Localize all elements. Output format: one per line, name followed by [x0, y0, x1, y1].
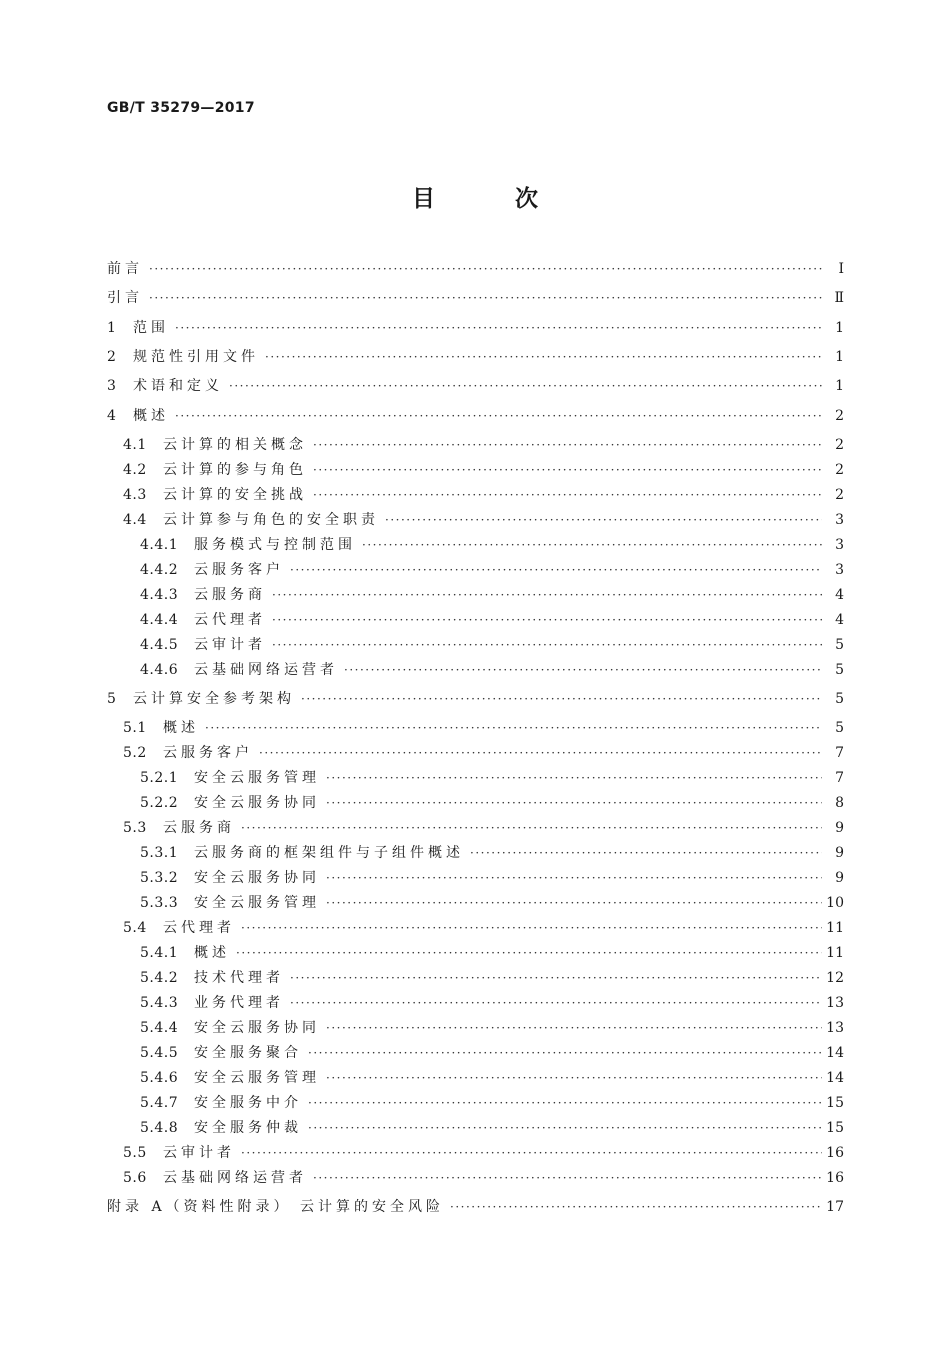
toc-page-number: 11: [826, 945, 844, 961]
toc-entry-title: 安全云服务协同: [194, 1020, 320, 1036]
toc-leader-dots: [326, 867, 822, 889]
toc-entry-title: 安全云服务管理: [194, 895, 320, 911]
toc-entry-number: 4.4.2: [140, 562, 179, 578]
toc-leader-dots: [265, 346, 822, 368]
toc-leader-dots: [241, 817, 822, 839]
toc-entry-title: 云审计者: [194, 637, 266, 653]
toc-entry[interactable]: [107, 742, 844, 764]
toc-entry-number: 5.4.6: [140, 1070, 179, 1086]
toc-entry-number: 5.2.1: [140, 770, 179, 786]
toc-entry-title: 云基础网络运营者: [163, 1170, 307, 1186]
toc-entry[interactable]: [107, 258, 844, 280]
toc-entry-title: 云服务商: [194, 587, 266, 603]
toc-entry-title: 云计算的安全挑战: [163, 487, 307, 503]
toc-entry-number: 4.4.1: [140, 537, 179, 553]
toc-page-number: 4: [835, 612, 844, 628]
toc-page-number: Ⅰ: [838, 261, 844, 277]
toc-entry[interactable]: [107, 817, 844, 839]
toc-entry-title: 云服务客户: [194, 562, 284, 578]
toc-entry[interactable]: [107, 375, 844, 397]
toc-entry-number: 5.4: [123, 920, 147, 936]
toc-leader-dots: [313, 484, 822, 506]
toc-leader-dots: [236, 942, 822, 964]
toc-entry[interactable]: [107, 688, 844, 710]
toc-entry-title: 云审计者: [163, 1145, 235, 1161]
toc-entry-number: 4.2: [123, 462, 147, 478]
toc-entry-number: 5.4.2: [140, 970, 179, 986]
toc-page-number: 7: [835, 770, 844, 786]
toc-leader-dots: [326, 1067, 822, 1089]
toc-entry-number: 4.1: [123, 437, 147, 453]
toc-entry[interactable]: [107, 405, 844, 427]
toc-entry-number: 5: [107, 691, 117, 707]
toc-leader-dots: [259, 742, 822, 764]
toc-entry-title: 安全服务聚合: [194, 1045, 302, 1061]
toc-entry-number: 5.2.2: [140, 795, 179, 811]
toc-leader-dots: [326, 792, 822, 814]
toc-entry[interactable]: [107, 609, 844, 631]
toc-entry-title: 云计算参与角色的安全职责: [163, 512, 379, 528]
toc-entry-number: 5.6: [123, 1170, 147, 1186]
toc-page-number: 9: [835, 820, 844, 836]
toc-entry[interactable]: [107, 717, 844, 739]
toc-page-number: 5: [835, 662, 844, 678]
toc-entry-title: 云服务商的框架组件与子组件概述: [194, 845, 464, 861]
toc-entry-number: 5.2: [123, 745, 147, 761]
toc-entry-title: 前言: [107, 261, 143, 277]
toc-page-number: 8: [835, 795, 844, 811]
toc-entry[interactable]: [107, 459, 844, 481]
toc-entry-title: 云代理者: [163, 920, 235, 936]
toc-page-number: 14: [826, 1070, 844, 1086]
toc-entry[interactable]: [107, 509, 844, 531]
toc-entry-number: 5.5: [123, 1145, 147, 1161]
toc-page-number: 3: [835, 562, 844, 578]
toc-page-number: 5: [835, 691, 844, 707]
toc-entry[interactable]: [107, 1167, 844, 1189]
toc-page-number: 2: [835, 408, 844, 424]
toc-entry[interactable]: [107, 584, 844, 606]
toc-entry-title: 安全服务仲裁: [194, 1120, 302, 1136]
toc-page-number: 12: [826, 970, 844, 986]
toc-entry[interactable]: [107, 1017, 844, 1039]
toc-entry-title: 云计算的参与角色: [163, 462, 307, 478]
toc-leader-dots: [241, 1142, 822, 1164]
toc-leader-dots: [301, 688, 822, 710]
toc-entry-title: 规范性引用文件: [133, 349, 259, 365]
toc-entry-title: 安全云服务协同: [194, 870, 320, 886]
toc-entry-number: 5.1: [123, 720, 147, 736]
toc-entry-title: 云服务客户: [163, 745, 253, 761]
toc-entry-title: 云计算安全参考架构: [133, 691, 295, 707]
toc-leader-dots: [175, 317, 822, 339]
toc-leader-dots: [313, 1167, 822, 1189]
toc-entry-title: 云计算的相关概念: [163, 437, 307, 453]
toc-entry[interactable]: [107, 842, 844, 864]
toc-entry-title: 附录 A（资料性附录） 云计算的安全风险: [107, 1199, 445, 1215]
toc-entry-title: 业务代理者: [194, 995, 284, 1011]
toc-entry[interactable]: [107, 1117, 844, 1139]
toc-entry-number: 5.3: [123, 820, 147, 836]
toc-page-number: 13: [826, 1020, 844, 1036]
toc-leader-dots: [450, 1196, 822, 1218]
toc-entry-title: 安全云服务协同: [194, 795, 320, 811]
toc-entry-number: 5.4.3: [140, 995, 179, 1011]
toc-entry-number: 5.4.4: [140, 1020, 179, 1036]
toc-page-number: 1: [835, 378, 844, 394]
toc-entry[interactable]: [107, 992, 844, 1014]
toc-leader-dots: [326, 892, 822, 914]
toc-entry-title: 云基础网络运营者: [194, 662, 338, 678]
toc-leader-dots: [313, 459, 822, 481]
toc-leader-dots: [385, 509, 822, 531]
toc-leader-dots: [272, 609, 822, 631]
toc-entry[interactable]: [107, 484, 844, 506]
toc-entry-number: 4.4: [123, 512, 147, 528]
toc-leader-dots: [272, 584, 822, 606]
toc-leader-dots: [308, 1117, 822, 1139]
toc-entry-number: 5.4.1: [140, 945, 179, 961]
toc-entry-number: 4.4.6: [140, 662, 179, 678]
toc-page-number: 17: [826, 1199, 844, 1215]
toc-entry[interactable]: [107, 659, 844, 681]
toc-entry-number: 4.4.4: [140, 612, 179, 628]
toc-page-number: 15: [826, 1095, 844, 1111]
toc-entry-number: 4.3: [123, 487, 147, 503]
toc-leader-dots: [290, 992, 822, 1014]
toc-entry[interactable]: [107, 534, 844, 556]
toc-entry-number: 3: [107, 378, 117, 394]
toc-leader-dots: [308, 1042, 822, 1064]
toc-leader-dots: [205, 717, 822, 739]
toc-page-number: 13: [826, 995, 844, 1011]
toc-page-number: 15: [826, 1120, 844, 1136]
toc-leader-dots: [326, 767, 822, 789]
toc-entry[interactable]: [107, 559, 844, 581]
toc-leader-dots: [241, 917, 822, 939]
toc-entry-title: 技术代理者: [194, 970, 284, 986]
toc-leader-dots: [290, 967, 822, 989]
toc-entry[interactable]: [107, 287, 844, 309]
toc-entry[interactable]: [107, 434, 844, 456]
standard-code: GB/T 35279—2017: [107, 100, 255, 116]
toc-entry[interactable]: [107, 1196, 844, 1218]
toc-page-number: 9: [835, 870, 844, 886]
toc-leader-dots: [308, 1092, 822, 1114]
toc-entry-title: 安全云服务管理: [194, 1070, 320, 1086]
toc-leader-dots: [149, 258, 822, 280]
toc-entry[interactable]: [107, 1092, 844, 1114]
toc-entry-number: 5.3.2: [140, 870, 179, 886]
toc-entry[interactable]: [107, 867, 844, 889]
toc-entry-number: 5.4.7: [140, 1095, 179, 1111]
toc-page-number: Ⅱ: [834, 290, 844, 306]
toc-page-number: 2: [835, 487, 844, 503]
toc-entry-title: 服务模式与控制范围: [194, 537, 356, 553]
toc-leader-dots: [344, 659, 822, 681]
toc-entry-number: 1: [107, 320, 117, 336]
toc-entry-number: 4: [107, 408, 117, 424]
toc-leader-dots: [313, 434, 822, 456]
toc-leader-dots: [470, 842, 822, 864]
toc-entry[interactable]: [107, 917, 844, 939]
toc-entry[interactable]: [107, 967, 844, 989]
toc-entry[interactable]: [107, 317, 844, 339]
toc-page-number: 2: [835, 437, 844, 453]
toc-entry[interactable]: [107, 346, 844, 368]
toc-entry[interactable]: [107, 892, 844, 914]
toc-leader-dots: [290, 559, 822, 581]
toc-page-number: 11: [826, 920, 844, 936]
toc-page-number: 4: [835, 587, 844, 603]
toc-entry[interactable]: [107, 634, 844, 656]
toc-entry-number: 5.3.3: [140, 895, 179, 911]
toc-leader-dots: [229, 375, 822, 397]
toc-entry[interactable]: [107, 942, 844, 964]
toc-entry-number: 5.4.5: [140, 1045, 179, 1061]
toc-leader-dots: [175, 405, 822, 427]
toc-entry-number: 4.4.3: [140, 587, 179, 603]
toc-page-number: 1: [835, 320, 844, 336]
toc-entry-number: 5.4.8: [140, 1120, 179, 1136]
toc-page-number: 5: [835, 637, 844, 653]
toc-entry-title: 云服务商: [163, 820, 235, 836]
toc-page-number: 9: [835, 845, 844, 861]
toc-entry-number: 5.3.1: [140, 845, 179, 861]
toc-entry-title: 云代理者: [194, 612, 266, 628]
page-title: 目 次: [411, 186, 574, 212]
toc-entry-title: 概述: [163, 720, 199, 736]
toc-page-number: 3: [835, 537, 844, 553]
toc-entry-title: 引言: [107, 290, 143, 306]
toc-entry[interactable]: [107, 1142, 844, 1164]
toc-page-number: 5: [835, 720, 844, 736]
toc-page-number: 3: [835, 512, 844, 528]
toc-page-number: 10: [826, 895, 844, 911]
toc-entry-number: 4.4.5: [140, 637, 179, 653]
toc-entry[interactable]: [107, 767, 844, 789]
toc-entry[interactable]: [107, 1042, 844, 1064]
toc-entry-title: 范围: [133, 320, 169, 336]
toc-entry-title: 概述: [133, 408, 169, 424]
toc-page-number: 14: [826, 1045, 844, 1061]
toc-entry-title: 安全云服务管理: [194, 770, 320, 786]
toc-entry-title: 术语和定义: [133, 378, 223, 394]
toc-page-number: 16: [826, 1145, 844, 1161]
toc-page-number: 16: [826, 1170, 844, 1186]
toc-leader-dots: [362, 534, 822, 556]
toc-entry[interactable]: [107, 792, 844, 814]
toc-leader-dots: [272, 634, 822, 656]
toc-entry-number: 2: [107, 349, 117, 365]
toc-leader-dots: [149, 287, 822, 309]
toc-leader-dots: [326, 1017, 822, 1039]
toc-entry[interactable]: [107, 1067, 844, 1089]
toc-page-number: 1: [835, 349, 844, 365]
toc-entry-title: 概述: [194, 945, 230, 961]
toc-entry-title: 安全服务中介: [194, 1095, 302, 1111]
toc-page-number: 7: [835, 745, 844, 761]
toc-page-number: 2: [835, 462, 844, 478]
